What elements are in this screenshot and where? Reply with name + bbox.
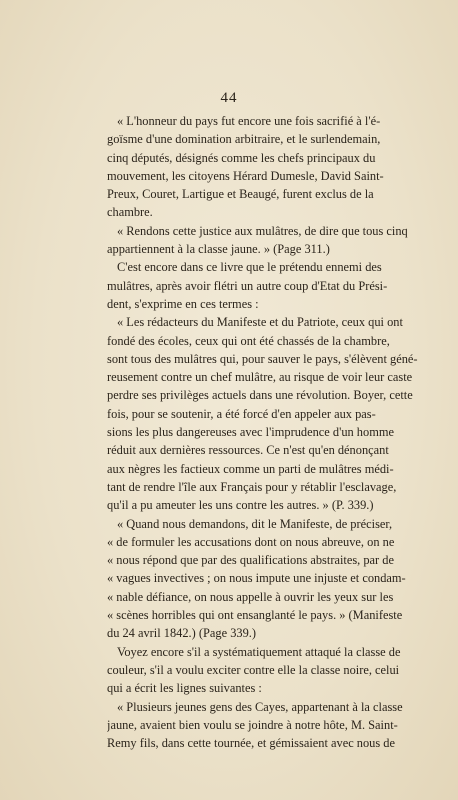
text-line: couleur, s'il a voulu exciter contre elle la classe noire, celui xyxy=(107,662,400,677)
text-line: cinq députés, désignés comme les chefs principaux du xyxy=(107,150,376,165)
text-line: « scènes horribles qui ont ensanglanté le pays. » (Manifeste xyxy=(107,608,403,623)
text-line: fois, pour se soutenir, a été forcé d'en appeler aux pas- xyxy=(107,406,376,421)
text-line: appartiennent à la classe jaune. » (Page 311.) xyxy=(107,242,330,257)
text-line: mouvement, les citoyens Hérard Dumesle, David Saint- xyxy=(107,168,384,183)
text-line: « Les rédacteurs du Manifeste et du Patriote, ceux qui ont xyxy=(117,315,403,330)
text-line: jaune, avaient bien voulu se joindre à notre hôte, M. Saint- xyxy=(107,717,398,732)
text-line: qui a écrit les lignes suivantes : xyxy=(107,681,262,696)
text-line: tant de rendre l'île aux Français pour y rétablir l'esclavage, xyxy=(107,479,397,494)
text-line: fondé des écoles, ceux qui ont été chassés de la chambre, xyxy=(107,333,390,348)
text-line: Voyez encore s'il a systématiquement attaqué la classe de xyxy=(117,644,401,659)
text-line: « Rendons cette justice aux mulâtres, de dire que tous cinq xyxy=(117,223,408,238)
page-body-text xyxy=(107,112,431,752)
text-line: aux nègres les factieux comme un parti de mulâtres médi- xyxy=(107,461,394,476)
text-line: « vagues invectives ; on nous impute une injuste et condam- xyxy=(107,571,406,586)
text-line: qu'il a pu ameuter les uns contre les autres. » (P. 339.) xyxy=(107,498,374,513)
text-line: perdre ses privilèges actuels dans une révolution. Boyer, cette xyxy=(107,388,413,403)
text-line: dent, s'exprime en ces termes : xyxy=(107,296,259,311)
text-line: réduit aux dernières ressources. Ce n'est qu'en dénonçant xyxy=(107,443,389,458)
text-line: mulâtres, après avoir flétri un autre coup d'Etat du Prési- xyxy=(107,278,388,293)
text-line: goïsme d'une domination arbitraire, et le surlendemain, xyxy=(107,132,381,147)
text-line: « nable défiance, on nous appelle à ouvrir les yeux sur les xyxy=(107,589,394,604)
text-line: Preux, Couret, Lartigue et Beaugé, furent exclus de la xyxy=(107,187,374,202)
text-line: du 24 avril 1842.) (Page 339.) xyxy=(107,626,257,641)
text-line: « de formuler les accusations dont on nous abreuve, on ne xyxy=(107,534,395,549)
text-line: C'est encore dans ce livre que le prétendu ennemi des xyxy=(117,260,382,275)
text-line: chambre. xyxy=(107,205,153,220)
text-line: Remy fils, dans cette tournée, et gémissaient avec nous de xyxy=(107,736,395,751)
text-line: sions les plus dangereuses avec l'imprudence d'un homme xyxy=(107,425,394,440)
text-line: sont tous des mulâtres qui, pour sauver le pays, s'élèvent géné- xyxy=(107,351,418,366)
text-line: reusement contre un chef mulâtre, au risque de voir leur caste xyxy=(107,370,413,385)
text-line: « nous répond que par des qualifications abstraites, par de xyxy=(107,553,394,568)
text-line: « Quand nous demandons, dit le Manifeste, de préciser, xyxy=(117,516,393,531)
text-line: « L'honneur du pays fut encore une fois sacrifié à l'é- xyxy=(117,114,381,128)
page-number: 44 xyxy=(220,90,238,106)
text-line: « Plusieurs jeunes gens des Cayes, appartenant à la classe xyxy=(117,699,403,714)
